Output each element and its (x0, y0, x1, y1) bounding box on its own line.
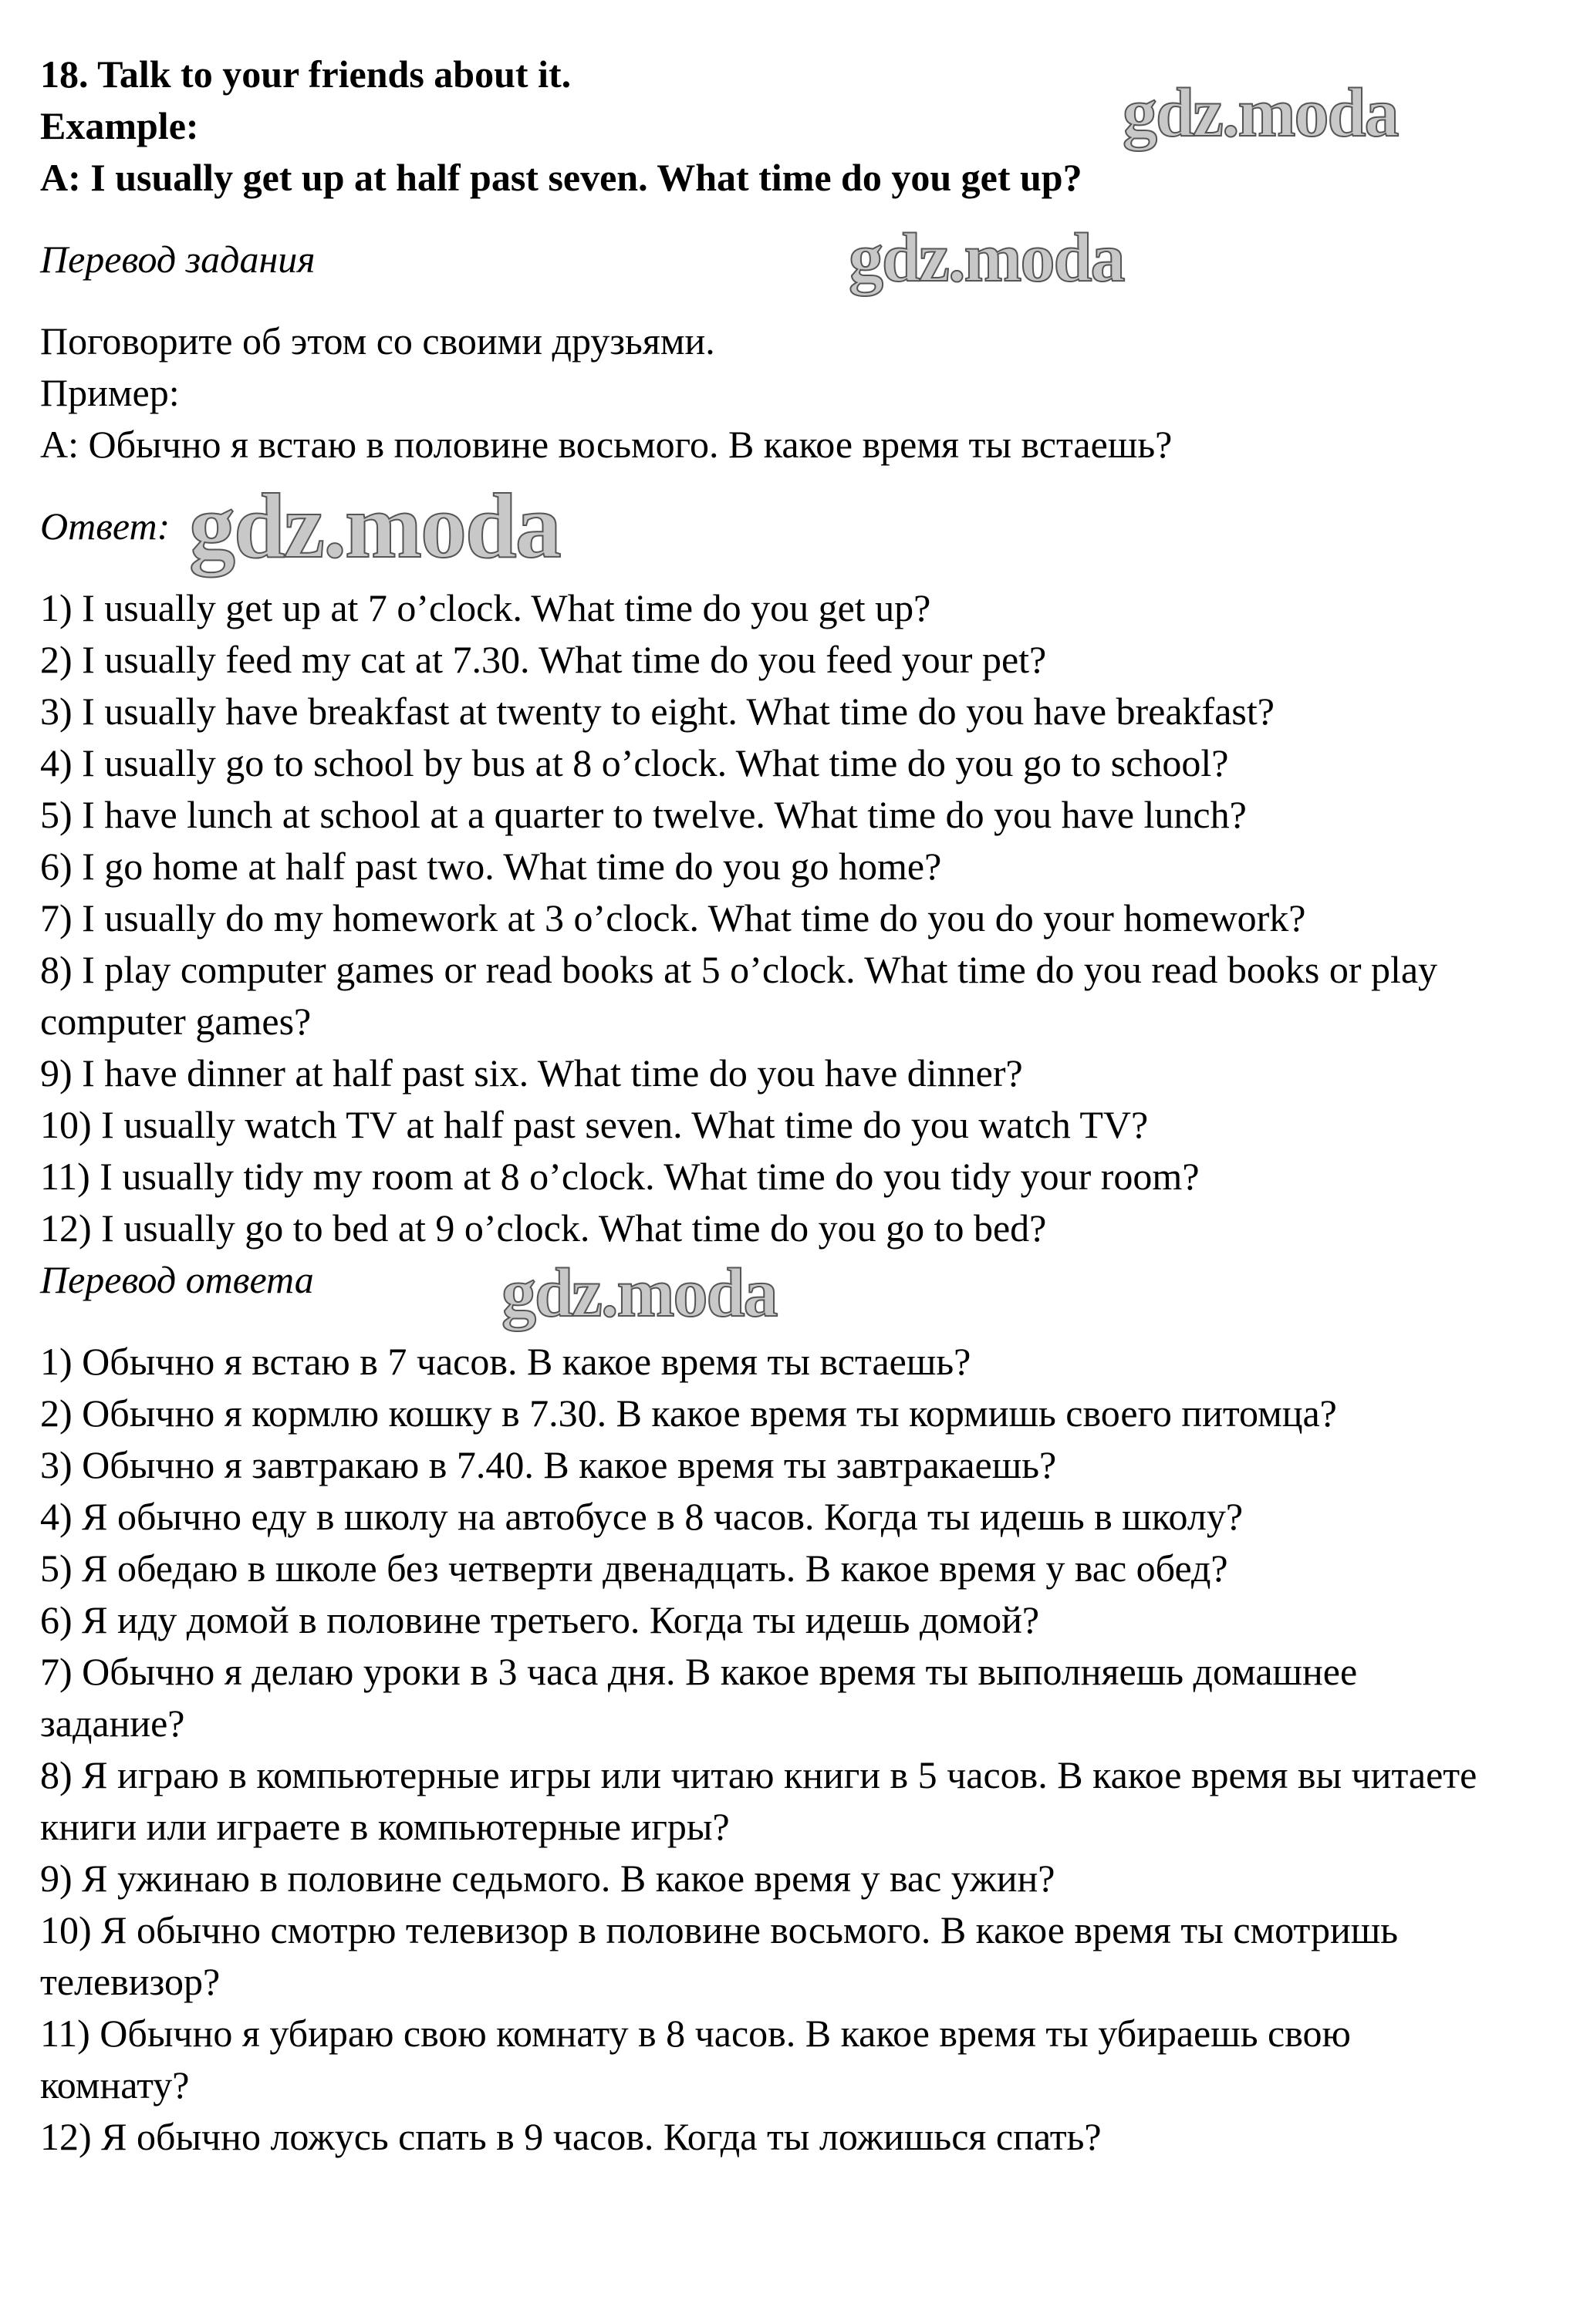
translation-item: 4) Я обычно еду в школу на автобусе в 8 часов. Когда ты идешь в школу? (40, 1495, 1244, 1538)
answer-item: 3) I usually have breakfast at twenty to eight. What time do you have breakfast? (40, 690, 1275, 733)
task-title: 18. Talk to your friends about it. (40, 52, 572, 96)
answer-translation-heading: Перевод ответа (40, 1258, 314, 1301)
translation-item: 11) Обычно я убираю свою комнату в 8 часов. В какое время ты убираешь свою комнату? (40, 2012, 1351, 2106)
translation-item: 7) Обычно я делаю уроки в 3 часа дня. В какое время ты выполняешь домашнее задание? (40, 1650, 1358, 1745)
answer-item: 5) I have lunch at school at a quarter to twelve. What time do you have lunch? (40, 793, 1247, 836)
answer-item: 12) I usually go to bed at 9 o’clock. What time do you go to bed? (40, 1206, 1047, 1250)
answer-item: 9) I have dinner at half past six. What time do you have dinner? (40, 1051, 1023, 1095)
translation-item: 9) Я ужинаю в половине седьмого. В какое время у вас ужин? (40, 1857, 1055, 1900)
watermark-logo: gdz.moda (501, 1255, 777, 1331)
answer-item: 10) I usually watch TV at half past seven. What time do you watch TV? (40, 1103, 1149, 1146)
task-example-label: Example: (40, 104, 199, 147)
watermark-logo: gdz.moda (189, 474, 560, 577)
answer-item: 6) I go home at half past two. What time do you go home? (40, 845, 942, 888)
answer-list (40, 582, 1572, 1254)
answer-item: 4) I usually go to school by bus at 8 o’clock. What time do you go to school? (40, 741, 1229, 784)
task-translation-example: А: Обычно я встаю в половине восьмого. В какое время ты встаешь? (40, 423, 1173, 466)
translation-item: 2) Обычно я кормлю кошку в 7.30. В какое время ты кормишь своего питомца? (40, 1391, 1337, 1435)
answer-heading: Ответ: (40, 504, 171, 548)
answer-item: 7) I usually do my homework at 3 o’clock. What time do you do your homework? (40, 896, 1306, 939)
translation-item: 3) Обычно я завтракаю в 7.40. В какое время ты завтракаешь? (40, 1443, 1057, 1486)
translation-item: 10) Я обычно смотрю телевизор в половине восьмого. В какое время ты смотришь телевизор? (40, 1908, 1399, 2003)
translation-item: 12) Я обычно ложусь спать в 9 часов. Когда ты ложишься спать? (40, 2115, 1102, 2158)
task-translation-text: Поговорите об этом со своими друзьями. (40, 319, 715, 363)
answer-item: 8) I play computer games or read books at 5 o’clock. What time do you read books or play computer games? (40, 948, 1438, 1043)
task-example: A: I usually get up at half past seven. What time do you get up? (40, 156, 1082, 199)
watermark-logo: gdz.moda (1123, 75, 1398, 151)
document-page (40, 49, 1572, 2163)
translation-item: 6) Я иду домой в половине третьего. Когда ты идешь домой? (40, 1598, 1040, 1641)
watermark-logo: gdz.moda (849, 220, 1124, 296)
answer-item: 2) I usually feed my cat at 7.30. What time do you feed your pet? (40, 638, 1047, 681)
answer-item: 1) I usually get up at 7 o’clock. What time do you get up? (40, 586, 931, 629)
translation-item: 1) Обычно я встаю в 7 часов. В какое время ты встаешь? (40, 1340, 971, 1383)
translation-item: 5) Я обедаю в школе без четверти двенадцать. В какое время у вас обед? (40, 1547, 1228, 1590)
task-translation-heading: Перевод задания (40, 238, 316, 281)
answer-item: 11) I usually tidy my room at 8 o’clock. What time do you tidy your room? (40, 1155, 1200, 1198)
translation-item: 8) Я играю в компьютерные игры или читаю книги в 5 часов. В какое время вы читаете книги или играете в компьютерные игры? (40, 1753, 1477, 1848)
answer-translation-list (40, 1336, 1506, 2163)
task-translation-example-label: Пример: (40, 371, 180, 414)
